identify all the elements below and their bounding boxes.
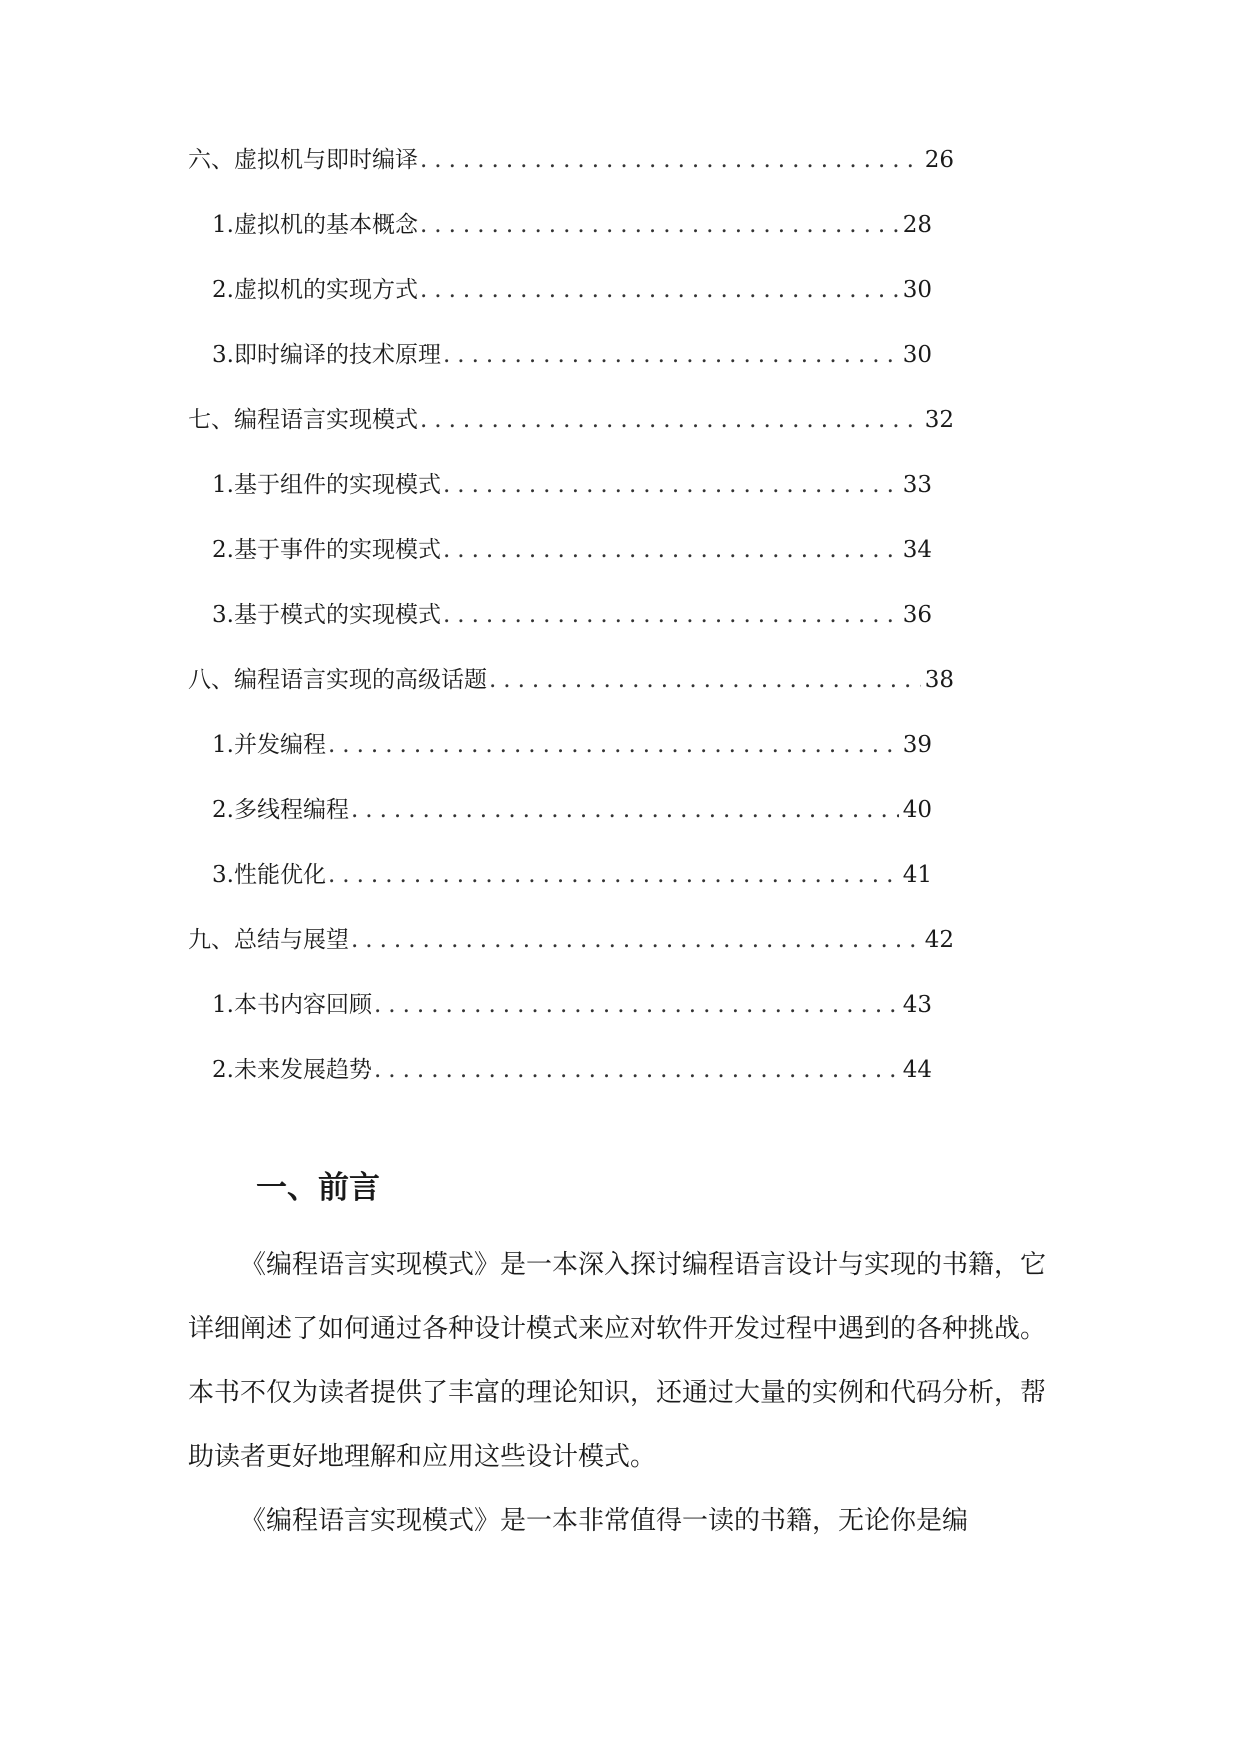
toc-entry[interactable] [188,408,956,473]
toc-leader-dots [443,603,899,627]
toc-entry-number: 2. [212,1057,234,1083]
toc-entry-number: 1. [212,732,234,758]
toc-entry-page: 39 [902,732,932,758]
toc-entry-page: 38 [924,667,954,693]
toc-entry-title: 性能优化 [233,862,326,888]
toc-entry-number: 3. [212,862,234,888]
toc-leader-dots [420,148,921,172]
toc-entry-page: 30 [902,342,932,368]
toc-entry-page: 41 [902,862,932,888]
toc-entry-number: 1. [212,212,234,238]
toc-entry-page: 28 [902,212,932,238]
toc-entry-title: 基于组件的实现模式 [233,472,441,498]
toc-entry-title: 并发编程 [233,732,326,758]
body-paragraph: 《编程语言实现模式》是一本深入探讨编程语言设计与实现的书籍，它详细阐述了如何通过各种设计模式来应对软件开发过程中遇到的各种挑战。本书不仅为读者提供了丰富的理论知识，还通过大量的实例和代码分析，帮助读者更好地理解和应用这些设计模式。 [188,1250,1047,1472]
toc-entry[interactable] [188,668,956,733]
toc-entry-title: 基于模式的实现模式 [233,602,441,628]
toc-entry-page: 44 [902,1057,932,1083]
toc-entry[interactable] [188,538,956,603]
toc-entry[interactable] [188,928,956,993]
toc-entry[interactable] [188,863,956,928]
toc-entry-page: 40 [902,797,932,823]
toc-leader-dots [328,863,899,887]
toc-entry-number: 1. [212,472,234,498]
section-body [188,1233,1058,1553]
toc-entry[interactable] [188,798,956,863]
toc-entry-number: 2. [212,277,234,303]
toc-leader-dots [351,798,899,822]
toc-entry[interactable] [188,473,956,538]
toc-leader-dots [328,733,899,757]
toc-entry-page: 30 [902,277,932,303]
toc-entry[interactable] [188,603,956,668]
toc-entry-title: 多线程编程 [233,797,349,823]
toc-entry-page: 43 [902,992,932,1018]
toc-entry-number: 2. [212,537,234,563]
toc-leader-dots [351,928,921,952]
toc-entry-number: 2. [212,797,234,823]
section-heading: 一、前言 [256,1170,380,1206]
toc-entry[interactable] [188,733,956,798]
toc-leader-dots [374,993,899,1017]
toc-leader-dots [443,538,899,562]
toc-leader-dots [420,213,899,237]
toc-entry-title: 未来发展趋势 [233,1057,372,1083]
toc-leader-dots [443,343,899,367]
toc-entry-title: 七、编程语言实现模式 [188,407,418,433]
toc-entry[interactable] [188,148,956,213]
toc-entry-page: 42 [924,927,954,953]
toc-leader-dots [489,668,921,692]
toc-entry-page: 32 [924,407,954,433]
toc-entry-title: 八、编程语言实现的高级话题 [188,667,487,693]
toc-entry-number: 3. [212,602,234,628]
toc-entry[interactable] [188,278,956,343]
toc-entry-number: 3. [212,342,234,368]
toc-leader-dots [420,278,899,302]
toc-entry[interactable] [188,993,956,1058]
toc-entry-number: 1. [212,992,234,1018]
table-of-contents [188,148,956,1123]
toc-entry-page: 36 [902,602,932,628]
toc-entry[interactable] [188,213,956,278]
toc-entry-title: 基于事件的实现模式 [233,537,441,563]
toc-entry-page: 26 [924,147,954,173]
toc-entry-title: 虚拟机的实现方式 [233,277,418,303]
toc-leader-dots [443,473,899,497]
toc-entry-title: 虚拟机的基本概念 [233,212,418,238]
toc-entry-title: 本书内容回顾 [233,992,372,1018]
toc-entry[interactable] [188,343,956,408]
toc-entry-page: 33 [902,472,932,498]
toc-leader-dots [374,1058,899,1082]
toc-entry-title: 九、总结与展望 [188,927,349,953]
toc-entry[interactable] [188,1058,956,1123]
toc-entry-page: 34 [902,537,932,563]
toc-entry-title: 六、虚拟机与即时编译 [188,147,418,173]
toc-entry-title: 即时编译的技术原理 [233,342,441,368]
body-paragraph: 《编程语言实现模式》是一本非常值得一读的书籍，无论你是编 [240,1506,969,1536]
toc-leader-dots [420,408,921,432]
